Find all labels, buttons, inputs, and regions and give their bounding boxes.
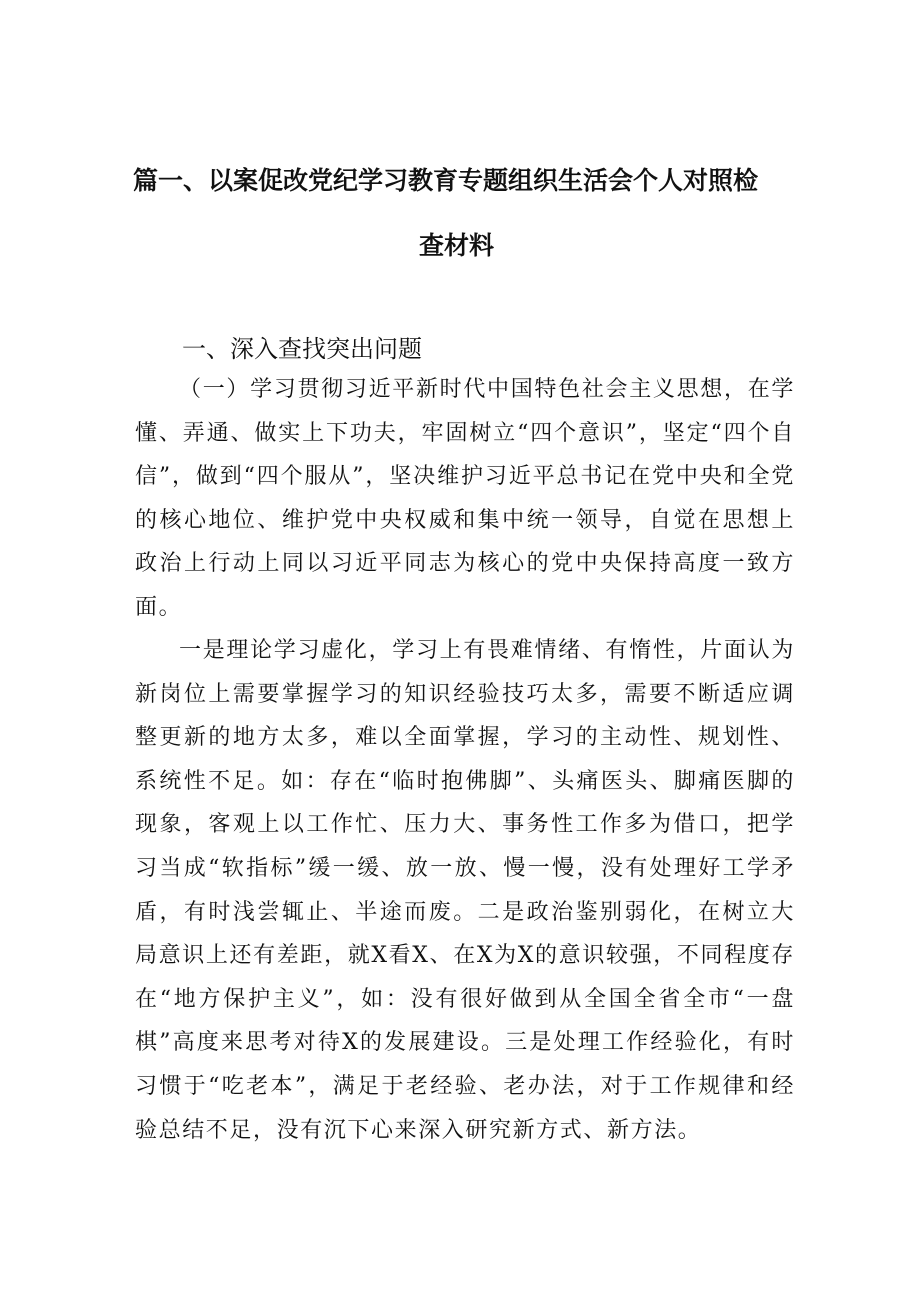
paragraph-2: 一是理论学习虚化，学习上有畏难情绪、有惰性，片面认为新岗位上需要掌握学习的知识经验技巧太多，需要不断适应调整更新的地方太多，难以全面掌握，学习的主动性、规划性、系统性不足。如：存在“临时抱佛脚”、头痛医头、脚痛医脚的现象，客观上以工作忙、压力大、事务性工作多为借口，把学习当成“软指标”缓一缓、放一放、慢一慢，没有处理好工学矛盾，有时浅尝辄止、半途而废。二是政治鉴别弱化，在树立大局意识上还有差距，就X看X、在X为X的意识较强，不同程度存在“地方保护主义”，如：没有很好做到从全国全省全市“一盘棋”高度来思考对待X的发展建设。三是处理工作经验化，有时习惯于“吃老本”，满足于老经验、老办法，对于工作规律和经验总结不足，没有沉下心来深入研究新方式、新方法。 [135,638,795,1143]
document-title-line-1: 篇一、以案促改党纪学习教育专题组织生活会个人对照检 [133,166,759,195]
section-heading: 一、深入查找突出问题 [182,335,422,363]
document-title-line-2: 查材料 [419,231,495,260]
paragraph-1: （一）学习贯彻习近平新时代中国特色社会主义思想，在学懂、弄通、做实上下功夫，牢固树立“四个意识”，坚定“四个自信”，做到“四个服从”，坚决维护习近平总书记在党中央和全党的核心地位、维护党中央权威和集中统一领导，自觉在思想上政治上行动上同以习近平同志为核心的党中央保持高度一致方面。 [135,377,795,620]
